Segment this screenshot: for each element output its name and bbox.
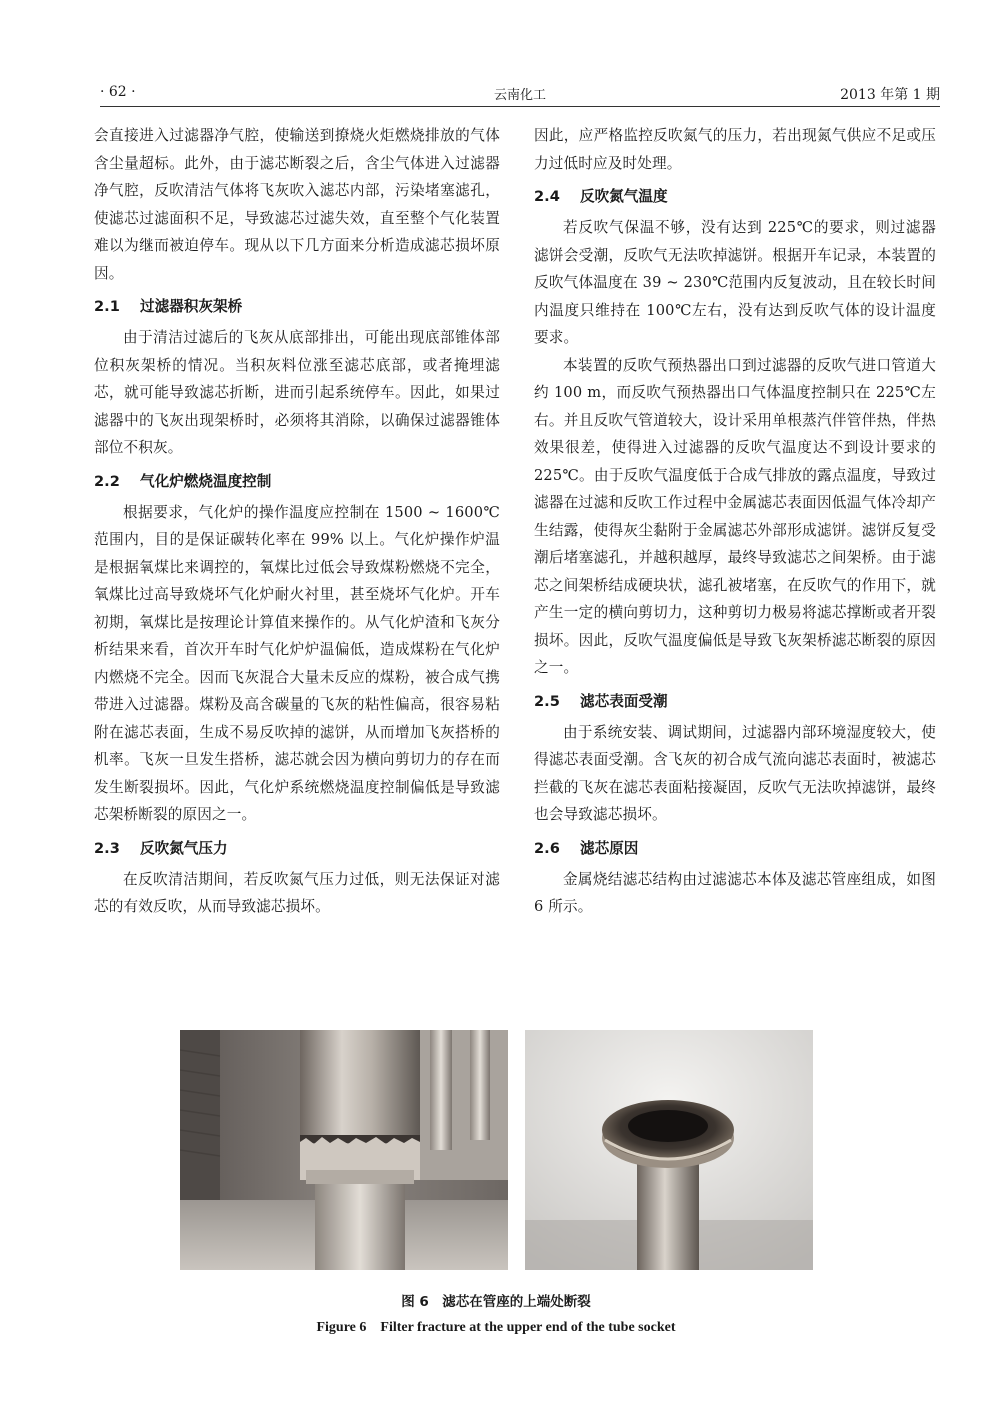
issue-label: 2013 年第 1 期 <box>840 87 940 103</box>
section-heading-2-3 <box>94 835 500 862</box>
section-heading-2-2 <box>94 468 500 495</box>
section-title: 滤芯表面受潮 <box>580 692 668 710</box>
figure-photo-right <box>525 1030 813 1270</box>
paragraph-2-5: 由于系统安装、调试期间，过滤器内部环境湿度较大，使得滤芯表面受潮。含飞灰的初合成气流向滤芯表面时，被滤芯拦截的飞灰在滤芯表面粘接凝固，反吹气无法吹掉滤饼，最终也会导致滤芯损坏。 <box>534 723 936 823</box>
section-title: 气化炉燃烧温度控制 <box>140 472 272 490</box>
journal-name: 云南化工 <box>493 88 546 103</box>
section-title: 反吹氮气压力 <box>140 839 228 857</box>
section-number: 2.2 <box>94 472 120 490</box>
section-number: 2.4 <box>534 188 560 205</box>
paragraph-2-3: 在反吹清洁期间，若反吹氮气压力过低，则无法保证对滤芯的有效反吹，从而导致滤芯损坏。 <box>94 870 500 915</box>
paragraph-2-4b: 本装置的反吹气预热器出口到过滤器的反吹气进口管道大约 100 m，而反吹气预热器出口气体温度控制只在 225℃左右。并且反吹气管道较大，设计采用单根蒸汽伴管伴热，伴热效果很差，使得进入过滤器的反吹气温度达不到设计要求的 225℃。由于反吹气温度低于合成气排放的露点温度，导致过滤器在过滤和反吹工作过程中金属滤芯表面因低温气体冷却产生结露，使得灰尘黏附于金属滤芯外部形成滤饼。滤饼反复受潮后堵塞滤孔，并越积越厚，最终导致滤芯之间架桥。由于滤芯之间架桥结成硬块状，滤孔被堵塞，在反吹气的作用下，就产生一定的横向剪切力，这种剪切力极易将滤芯撑断或者开裂损坏。因此，反吹气温度偏低是导致飞灰架桥滤芯断裂的原因之一。 <box>534 356 936 676</box>
section-number: 2.6 <box>534 839 560 857</box>
header-rule <box>100 106 940 107</box>
paragraph-2-6: 金属烧结滤芯结构由过滤滤芯本体及滤芯管座组成，如图 6 所示。 <box>534 870 936 915</box>
page-header <box>100 84 940 106</box>
figure-caption-english: Figure 6 Filter fracture at the upper end of the tube socket <box>316 1320 676 1335</box>
section-heading-2-1 <box>94 293 500 320</box>
section-title: 滤芯原因 <box>580 839 639 857</box>
paragraph-2-4a: 若反吹气保温不够，没有达到 225℃的要求，则过滤器滤饼会受潮，反吹气无法吹掉滤饼。根据开车记录，本装置的反吹气体温度在 39 ~ 230℃范围内反复波动，且在较长时间内温度只维持在 100℃左右，没有达到反吹气体的设计温度要求。 <box>534 219 936 346</box>
figure-caption-chinese: 图 6 滤芯在管座的上端处断裂 <box>401 1294 591 1310</box>
paragraph-2-3-cont: 因此，应严格监控反吹氮气的压力，若出现氮气供应不足或压力过低时应及时处理。 <box>534 127 936 172</box>
section-number: 2.5 <box>534 692 560 710</box>
section-number: 2.1 <box>94 298 120 315</box>
paragraph-intro-cont: 会直接进入过滤器净气腔，使输送到撩烧火炬燃烧排放的气体含尘量超标。此外，由于滤芯断裂之后，含尘气体进入过滤器净气腔，反吹清洁气体将飞灰吹入滤芯内部，污染堵塞滤孔，使滤芯过滤面积不足，导致滤芯过滤失效，直至整个气化装置难以为继而被迫停车。现从以下几方面来分析造成滤芯损坏原因。 <box>94 127 500 282</box>
section-heading-2-4 <box>534 183 936 210</box>
section-title: 过滤器积灰架桥 <box>140 298 243 315</box>
section-heading-2-5 <box>534 688 936 715</box>
paragraph-2-1: 由于清洁过滤后的飞灰从底部排出，可能出现底部锥体部位积灰架桥的情况。当积灰料位涨至滤芯底部，或者掩埋滤芯，就可能导致滤芯折断，进而引起系统停车。因此，如果过滤器中的飞灰出现架桥时，必须将其消除，以确保过滤器锥体部位不积灰。 <box>94 329 500 456</box>
section-heading-2-6 <box>534 835 936 862</box>
figure-photo-left <box>180 1030 508 1270</box>
right-column <box>534 122 936 921</box>
section-title: 反吹氮气温度 <box>580 188 668 205</box>
section-number: 2.3 <box>94 839 120 857</box>
paragraph-2-2: 根据要求，气化炉的操作温度应控制在 1500 ~ 1600℃范围内，目的是保证碳转化率在 99% 以上。气化炉操作炉温是根据氧煤比来调控的，氧煤比过低会导致煤粉燃烧不完全，氧煤比过高导致烧坏气化炉耐火衬里，甚至烧坏气化炉。开车初期，氧煤比是按理论计算值来操作的。从气化炉渣和飞灰分析结果来看，首次开车时气化炉炉温偏低，造成煤粉在气化炉内燃烧不完全。因而飞灰混合大量未反应的煤粉，被合成气携带进入过滤器。煤粉及高含碳量的飞灰的粘性偏高，很容易粘附在滤芯表面，生成不易反吹掉的滤饼，从而增加飞灰搭桥的机率。飞灰一旦发生搭桥，滤芯就会因为横向剪切力的存在而发生断裂损坏。因此，气化炉系统燃烧温度控制偏低是导致滤芯架桥断裂的原因之一。 <box>94 503 500 823</box>
page-number: · 62 · <box>100 84 136 100</box>
left-column <box>94 122 500 921</box>
